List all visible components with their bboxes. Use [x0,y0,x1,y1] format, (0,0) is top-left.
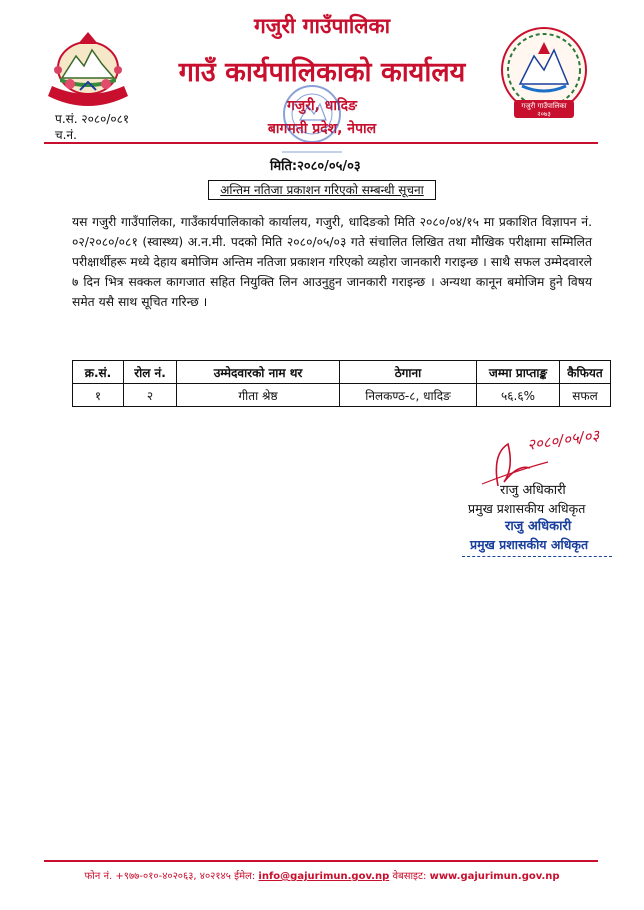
gajuri-municipality-logo-icon [498,24,590,124]
footer-email-link[interactable]: info@gajurimun.gov.np [258,871,390,882]
stamp-title: प्रमुख प्रशासकीय अधिकृत [470,537,589,552]
notice-title-box [208,180,436,200]
reference-number: च.नं. [55,128,77,142]
col-score: जम्मा प्राप्ताङ्क [477,361,560,384]
notice-title: अन्तिम नतिजा प्रकाशन गरिएको सम्बन्धी सूचना [220,183,424,197]
stamp-underline [462,556,612,558]
footer-phone: फोन नं. +९७७-०१०-४०२०६३, ४०२१४५ [84,871,231,882]
notice-body: यस गजुरी गाउँपालिका, गाउँकार्यपालिकाको कार्यालय, गजुरी, धादिङको मिति २०८०/०४/१५ मा प्रकाशित विज्ञापन नं. ०२/२०८०/०८१ (स्वास्थ्य) अ.न.मी. पदको मिति २०८०/०५/०३ गते संचालित लिखित तथा मौखिक परीक्षामा सम्मिलित परीक्षार्थीहरू मध्ये देहाय बमोजिम अन्तिम नतिजा प्रकाशन गरिएको व्यहोरा जानकारी गराइन्छ । साथै सफल उम्मेदवारले ७ दिन भित्र सक्कल कागजात सहित नियुक्ति लिन आउनुहुन जानकारी गराइन्छ । अन्यथा कानून बमोजिम हुने विषय समेत यसै साथ सूचित गरिन्छ । [72,215,592,309]
cell-roll: २ [124,384,177,407]
logo-year: २०७३ [537,110,551,118]
footer-website-link[interactable]: www.gajurimun.gov.np [429,871,560,882]
col-remarks: कैफियत [560,361,611,384]
footer [0,868,644,882]
footer-website-label: वेबसाइट: [392,871,427,882]
notice-date: मिति:२०८०/०५/०३ [270,159,361,174]
office-district: गजुरी, धादिङ [286,98,358,114]
col-name: उम्मेदवारको नाम थर [177,361,340,384]
cell-address: निलकण्ठ-८, धादिङ [340,384,477,407]
cell-remarks: सफल [560,384,611,407]
cell-serial: १ [73,384,124,407]
footer-email-label: ईमेल: [234,871,256,882]
cell-name: गीता श्रेष्ठ [177,384,340,407]
nepal-emblem-icon [40,26,136,110]
col-address: ठेगाना [340,361,477,384]
signatory-name: राजु अधिकारी [500,483,566,498]
cell-score: ५६.६% [477,384,560,407]
fiscal-year: प.सं. २०८०/०८१ [55,112,130,126]
office-province: बागमती प्रदेश, नेपाल [267,121,377,137]
signatory-title: प्रमुख प्रशासकीय अधिकृत [468,501,586,516]
office-seal-icon [262,80,362,160]
logo-text: गजुरी गाउँपालिका [521,102,567,110]
header-divider [44,142,598,144]
office-name: गाउँ कार्यपालिकाको कार्यालय [178,57,466,88]
col-roll: रोल नं. [124,361,177,384]
table-row [73,384,611,407]
footer-divider [44,860,598,862]
handwritten-date: २०८०/०५/०३ [526,426,601,454]
results-table [72,360,611,407]
stamp-name: राजु अधिकारी [505,519,572,534]
municipality-name: गजुरी गाउँपालिका [253,14,391,38]
col-serial: क्र.सं. [73,361,124,384]
table-header-row [73,361,611,384]
